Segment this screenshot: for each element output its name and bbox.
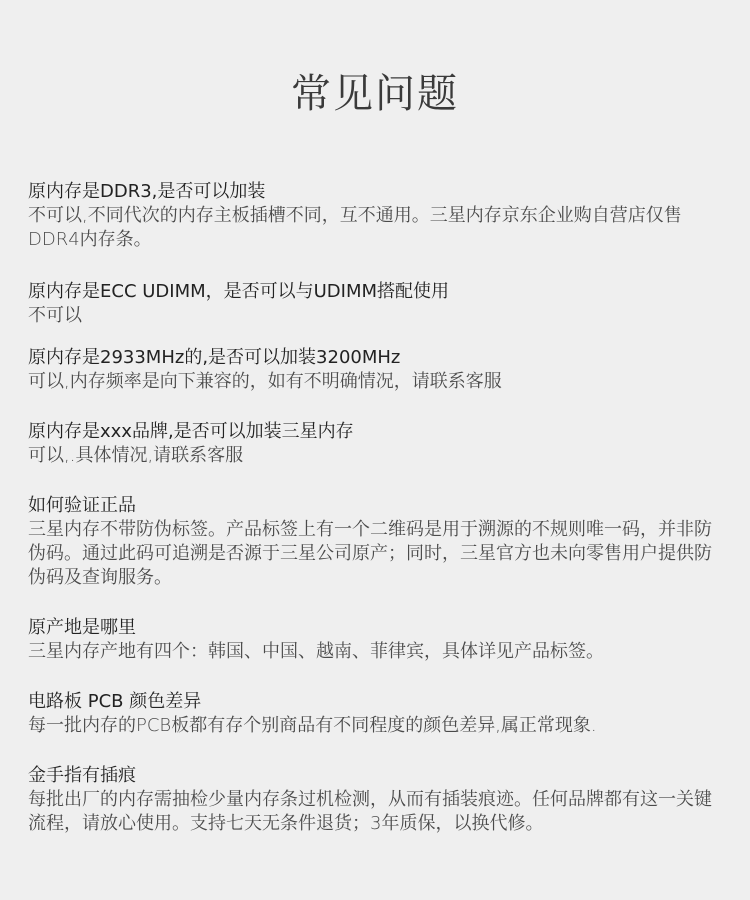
faq-question: 原内存是2933MHz的,是否可以加装3200MHz — [28, 347, 401, 368]
faq-item — [28, 420, 728, 468]
faq-item — [28, 764, 728, 836]
faq-item — [28, 690, 728, 738]
faq-item — [28, 180, 728, 254]
faq-question: 原内存是xxx品牌,是否可以加装三星内存 — [28, 421, 354, 442]
faq-question: 原内存是ECC UDIMM，是否可以与UDIMM搭配使用 — [28, 281, 450, 302]
faq-question: 原内存是DDR3,是否可以加装 — [28, 181, 266, 202]
faq-answer: 三星内存不带防伪标签。产品标签上有一个二维码是用于溯源的不规则唯一码，并非防伪码。通过此码可追溯是否源于三星公司原产；同时，三星官方也未向零售用户提供防伪码及查询服务。 — [28, 519, 712, 588]
faq-answer: 可以,内存频率是向下兼容的，如有不明确情况，请联系客服 — [28, 371, 502, 392]
faq-answer: 每批出厂的内存需抽检少量内存条过机检测，从而有插装痕迹。任何品牌都有这一关键流程，请放心使用。支持七天无条件退货；3年质保，以换代修。 — [28, 789, 712, 834]
faq-question: 原产地是哪里 — [28, 617, 136, 638]
faq-answer: 不可以 — [28, 305, 82, 326]
faq-item — [28, 616, 728, 664]
faq-answer: 可以,.具体情况,请联系客服 — [28, 445, 244, 466]
faq-answer: 三星内存产地有四个：韩国、中国、越南、菲律宾，具体详见产品标签。 — [28, 641, 604, 662]
faq-item — [28, 280, 728, 326]
faq-answer: 每一批内存的PCB板都有存个别商品有不同程度的颜色差异,属正常现象. — [28, 715, 597, 736]
page-title: 常见问题 — [291, 71, 459, 117]
faq-question: 电路板 PCB 颜色差异 — [28, 691, 202, 712]
faq-item — [28, 494, 728, 590]
faq-question: 如何验证正品 — [28, 495, 136, 516]
faq-list — [28, 180, 728, 836]
faq-question: 金手指有插痕 — [28, 765, 136, 786]
faq-item — [28, 346, 728, 394]
faq-answer: 不可以,不同代次的内存主板插槽不同，互不通用。三星内存京东企业购自营店仅售DDR4内存条。 — [28, 205, 682, 250]
